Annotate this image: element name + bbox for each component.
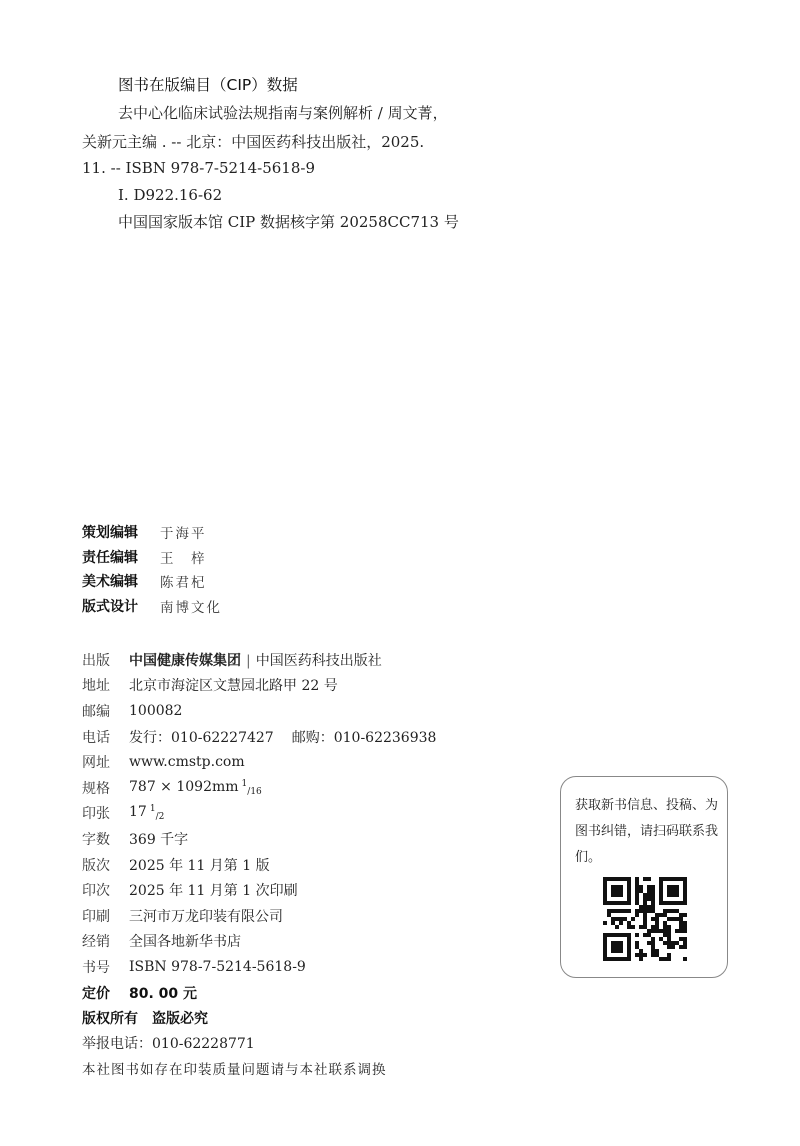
format-label: 规格 [82,780,110,797]
address-row [82,673,436,699]
sheets-value: 17 [129,804,147,821]
printing-value: 2025 年 11 月第 1 次印刷 [129,883,298,900]
phone-label: 电话 [82,729,110,746]
price-row [82,980,436,1006]
credit-value: 陈君杞 [160,575,207,592]
isbn-row [82,954,436,980]
publisher-group: 中国健康传媒集团 [129,652,241,669]
credit-row [82,569,222,594]
distributor-label: 经销 [82,934,110,951]
qr-contact-box [560,776,728,978]
edition-label: 版次 [82,857,110,874]
postcode-label: 邮编 [82,703,110,720]
credit-value: 王 梓 [160,550,207,567]
phone-distribution: 发行：010-62227427 [129,729,274,746]
editorial-credits [82,520,222,618]
printing-row [82,877,436,903]
credit-value: 于海平 [160,526,207,543]
distributor-row [82,929,436,955]
quality-notice: 本社图书如存在印装质量问题请与本社联系调换 [82,1061,387,1078]
postcode-value: 100082 [129,702,183,719]
words-row [82,826,436,852]
words-value: 369 千字 [129,831,189,848]
edition-value: 2025 年 11 月第 1 版 [129,857,270,874]
postcode-row [82,698,436,724]
copyright-right: 盗版必究 [152,1011,208,1028]
credit-row [82,545,222,570]
format-fraction-numerator: 1 [241,778,248,789]
copyright-left: 版权所有 [82,1011,138,1028]
cip-classification-line: Ⅰ. D922.16-62 [118,186,223,204]
website-label: 网址 [82,755,110,772]
printer-label: 印刷 [82,908,110,925]
distributor-value: 全国各地新华书店 [129,934,241,951]
credit-label: 美术编辑 [82,574,138,591]
publisher-name: 中国医药科技出版社 [255,652,382,669]
copyright-row [82,1005,436,1031]
edition-row [82,852,436,878]
cip-heading: 图书在版编目（CIP）数据 [118,76,298,94]
qr-contact-text: 获取新书信息、投稿、为图书纠错，请扫码联系我们。 [575,798,719,865]
credit-row [82,520,222,545]
sheets-row [82,801,436,827]
format-row [82,775,436,801]
price-label: 定价 [82,985,110,1002]
printer-row [82,903,436,929]
address-label: 地址 [82,678,110,695]
publisher-separator: | [246,652,251,669]
website-row [82,749,436,775]
phone-mailorder: 邮购：010-62236938 [291,729,437,746]
cip-editor-line: 关新元主编 . -- 北京：中国医药科技出版社，2025. [82,133,425,151]
sheets-fraction-numerator: 1 [149,804,156,815]
publication-info [82,647,436,1078]
isbn-label: 书号 [82,959,110,976]
credit-row [82,594,222,619]
price-value: 80. 00 元 [129,985,198,1002]
publisher-label: 出版 [82,652,110,669]
publisher-row [82,647,436,673]
cip-isbn-line: 11. -- ISBN 978-7-5214-5618-9 [82,159,315,177]
qr-code-icon[interactable] [603,877,687,961]
isbn-value: ISBN 978-7-5214-5618-9 [129,958,306,975]
format-fraction-denominator: /16 [247,786,262,797]
credit-value: 南博文化 [160,599,222,616]
printing-label: 印次 [82,883,110,900]
credit-label: 版式设计 [82,598,138,615]
address-value: 北京市海淀区文慧园北路甲 22 号 [129,678,338,695]
cip-title-line: 去中心化临床试验法规指南与案例解析 / 周文菁， [118,104,448,122]
report-phone: 举报电话：010-62228771 [82,1036,255,1053]
credit-label: 策划编辑 [82,525,138,542]
phone-row [82,724,436,750]
cip-record-number-line: 中国国家版本馆 CIP 数据核字第 20258CC713 号 [118,213,459,231]
format-value: 787 × 1092mm [129,778,239,795]
sheets-label: 印张 [82,806,110,823]
credit-label: 责任编辑 [82,549,138,566]
printer-value: 三河市万龙印装有限公司 [129,908,283,925]
words-label: 字数 [82,831,110,848]
website-value: www.cmstp.com [129,754,245,771]
sheets-fraction-denominator: /2 [155,812,165,823]
